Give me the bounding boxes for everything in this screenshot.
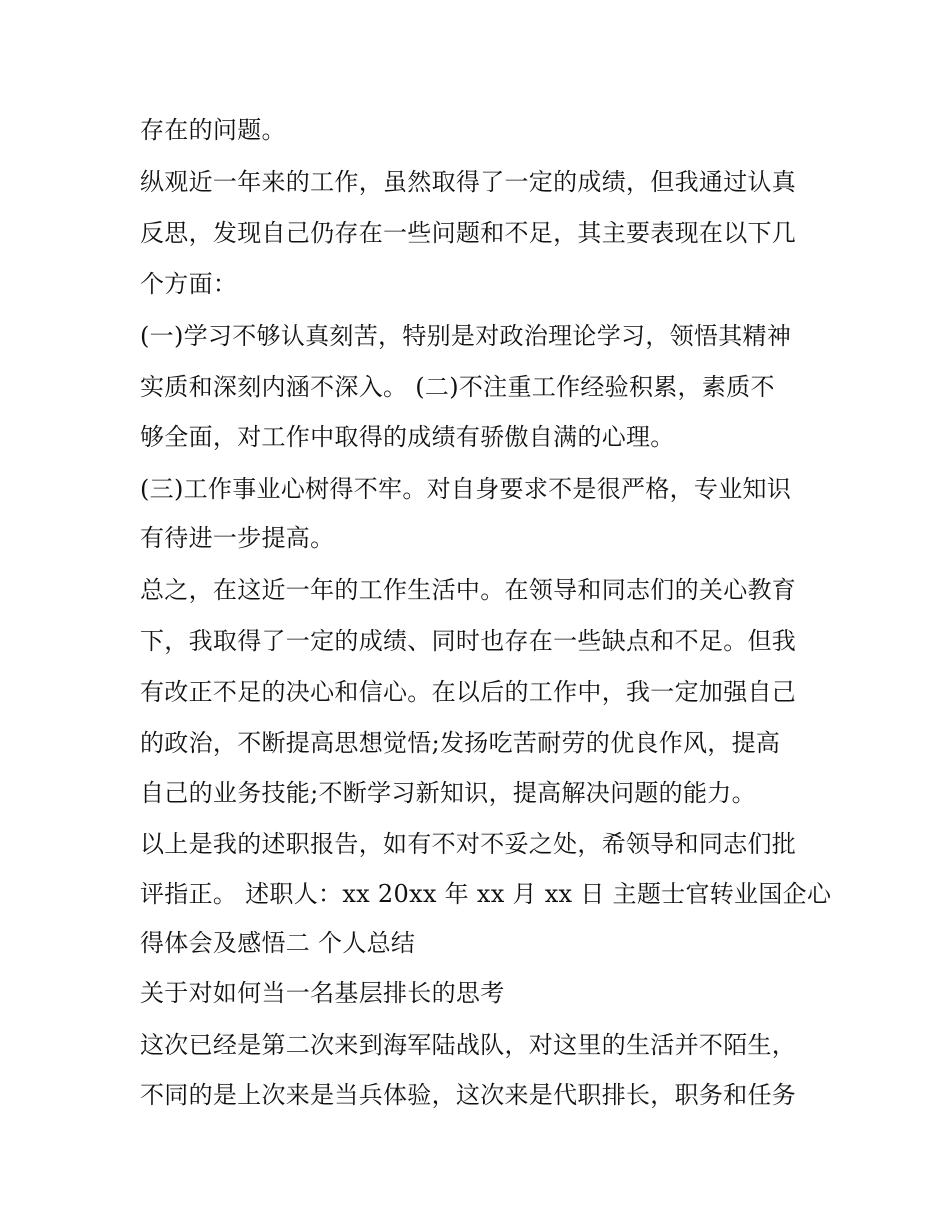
text-line: 存在的问题。 [140, 116, 286, 144]
text-line: 的政治，不断提高思想觉悟;发扬吃苦耐劳的优良作风，提高 [140, 729, 781, 757]
text-line: 个方面： [140, 270, 238, 298]
text-line: 反思，发现自己仍存在一些问题和不足，其主要表现在以下几 [140, 219, 797, 247]
text-line: 实质和深刻内涵不深入。 (二)不注重工作经验积累，素质不 [140, 373, 775, 401]
text-line: 总之，在这近一年的工作生活中。在领导和同志们的关心教育 [140, 576, 797, 604]
text-line: 以上是我的述职报告，如有不对不妥之处，希领导和同志们批 [140, 830, 797, 858]
text-line: 有待进一步提高。 [140, 524, 335, 552]
text-line: 这次已经是第二次来到海军陆战队，对这里的生活并不陌生， [140, 1031, 797, 1059]
text-line: 纵观近一年来的工作，虽然取得了一定的成绩，但我通过认真 [140, 168, 797, 196]
text-line: 自己的业务技能;不断学习新知识，提高解决问题的能力。 [140, 779, 756, 807]
text-line: (一)学习不够认真刻苦，特别是对政治理论学习，领悟其精神 [140, 322, 792, 350]
text-line: 有改正不足的决心和信心。在以后的工作中，我一定加强自己 [140, 678, 797, 706]
text-line: (三)工作事业心树得不牢。对自身要求不是很严格，专业知识 [140, 475, 792, 503]
text-line: 关于对如何当一名基层排长的思考 [140, 979, 505, 1007]
text-line: 得体会及感悟二 个人总结 [140, 929, 416, 957]
text-line: 下，我取得了一定的成绩、同时也存在一些缺点和不足。但我 [140, 627, 797, 655]
text-line: 够全面，对工作中取得的成绩有骄傲自满的心理。 [140, 423, 675, 451]
text-line: 评指正。 述职人：xx 20xx 年 xx 月 xx 日 主题士官转业国企心 [140, 880, 832, 908]
text-line: 不同的是上次来是当兵体验，这次来是代职排长，职务和任务 [140, 1081, 797, 1109]
